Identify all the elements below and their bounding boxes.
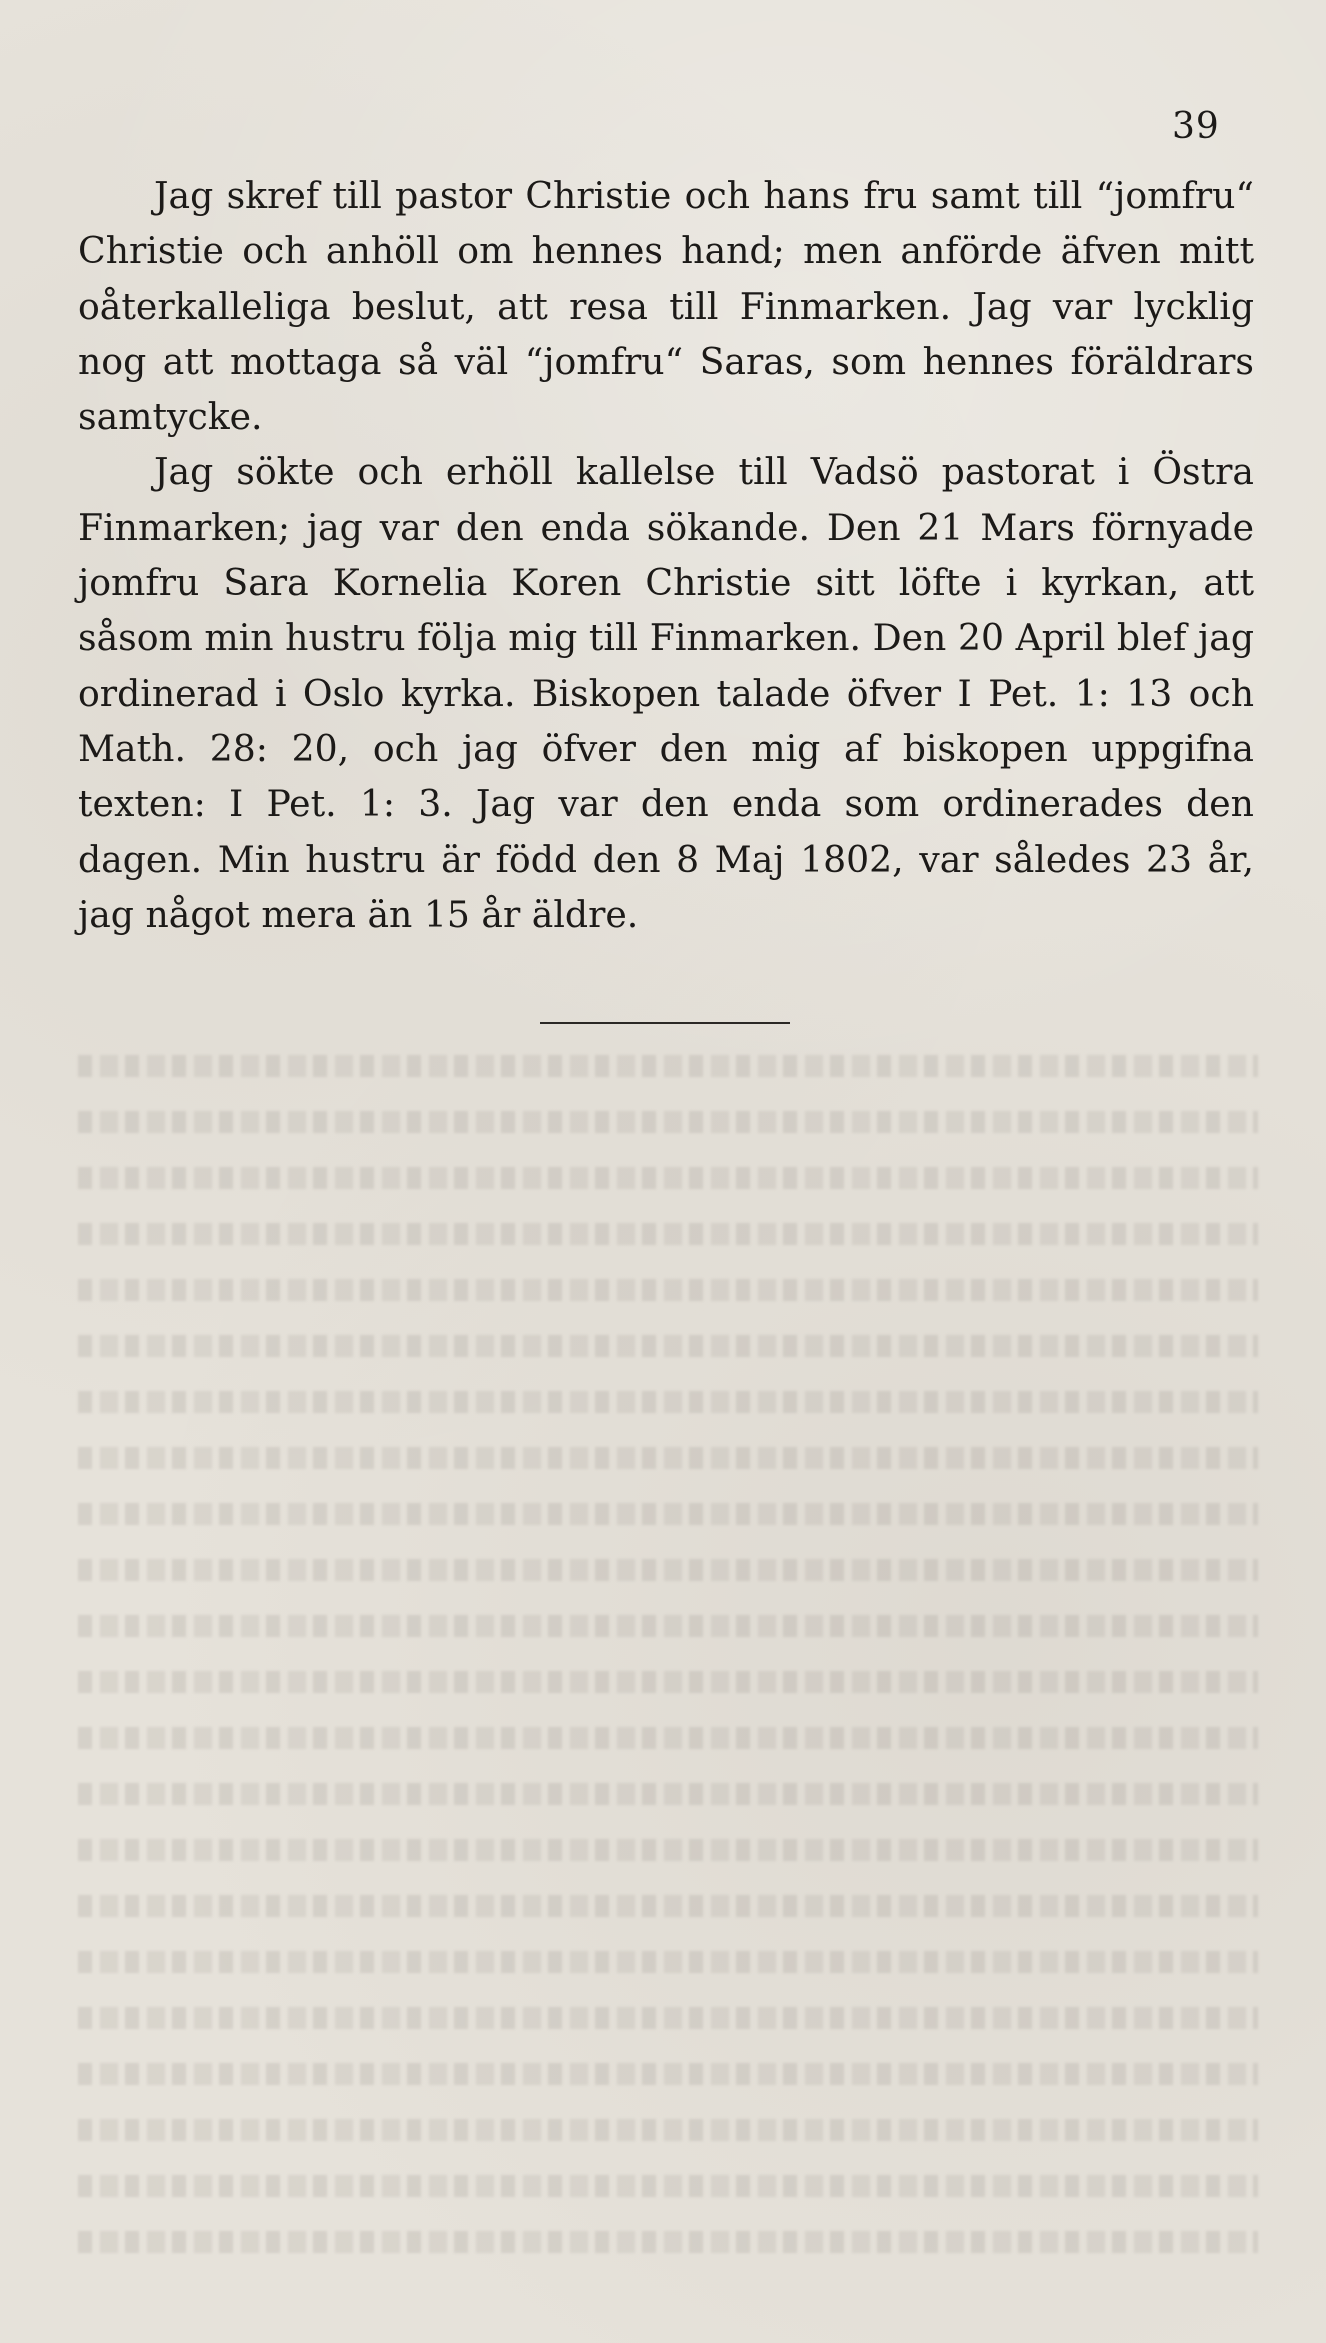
paragraph-2: Jag sökte och erhöll kallelse till Vadsö pastorat i Östra Finmarken; jag var den enda sökande. Den 21 Mars förnyade jomfru Sara Kornelia Koren Christie sitt löfte i kyrkan, att såsom min hustru följa mig till Finmarken. Den 20 April blef jag ordinerad i Oslo kyrka. Biskopen talade öfver I Pet. 1: 13 och Math. 28: 20, och jag öfver den mig af biskopen uppgifna texten: I Pet. 1: 3. Jag var den enda som ordinerades den dagen. Min hustru är född den 8 Maj 1802, var således 23 år, jag något mera än 15 år äldre. xyxy=(78,450,1254,936)
section-separator xyxy=(540,1022,790,1024)
paragraph-1: Jag skref till pastor Christie och hans fru samt till “jomfru“ Christie och anhöll om hennes hand; men anförde äfven mitt oåterkalleliga beslut, att resa till Finmarken. Jag var lycklig nog att mottaga så väl “jomfru“ Saras, som hennes föräldrars samtycke. xyxy=(78,174,1254,439)
page-number: 39 xyxy=(1172,106,1220,147)
body-text xyxy=(78,168,1254,942)
bleed-through-texture xyxy=(78,1045,1258,2285)
